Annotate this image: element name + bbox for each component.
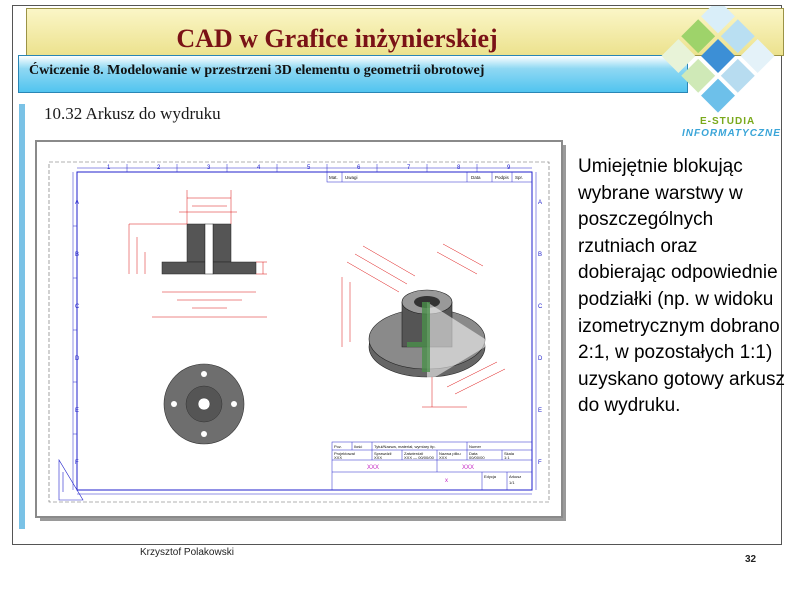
col-label: 9 <box>507 165 511 171</box>
col-label: 6 <box>357 165 361 171</box>
tb-label: Skala <box>504 451 515 456</box>
tb-value: 1/1 <box>509 480 515 485</box>
row-label: D <box>538 356 543 362</box>
col-label: 2 <box>157 165 161 171</box>
description-text: Umiejętnie blokując wybrane warstwy w poszczególnych rzutniach oraz dobierając odpowiednie podziałki (np. w widoku izometrycznym dobrano 2:1, w pozostałych 1:1) uzyskano gotowy arkusz do wydruku. <box>578 156 785 417</box>
logo-text-bottom: INFORMATYCZNE <box>682 128 781 139</box>
section-title: 10.32 Arkusz do wydruku <box>44 104 221 123</box>
tb-value: 1:1 <box>504 455 510 460</box>
col-label: 7 <box>407 165 411 171</box>
page-number: 32 <box>745 554 757 565</box>
tb-label: Nazwa pliku <box>439 451 461 456</box>
author-name: Krzysztof Polakowski <box>140 547 234 558</box>
row-label: C <box>538 304 543 310</box>
header-cell: Spr. <box>515 175 524 180</box>
technical-drawing <box>37 142 561 516</box>
tb-label: Projektował <box>334 451 355 456</box>
tb-label: Zatwierdził <box>404 451 424 456</box>
row-label: E <box>538 408 543 414</box>
row-label: F <box>75 460 79 466</box>
drawing-sheet <box>35 140 563 518</box>
tb-label: Data <box>469 451 478 456</box>
tb-value: XXX — 00/00/00 <box>404 455 434 460</box>
tb-header: Poz. <box>334 444 343 449</box>
accent-bar <box>19 104 25 529</box>
tb-value: XXX <box>374 455 383 460</box>
row-label: A <box>75 200 80 206</box>
header-cell: Uwagi <box>345 175 358 180</box>
tb-value: 00/00/00 <box>469 455 485 460</box>
header-cell: Mat. <box>329 175 338 180</box>
tb-label: Arkusz <box>509 474 522 479</box>
top-view <box>164 364 244 444</box>
row-label: D <box>75 356 80 362</box>
col-label: 1 <box>107 165 111 171</box>
row-label: F <box>538 460 542 466</box>
tb-header: Ilość <box>354 444 363 449</box>
tb-label: Sprawdził <box>374 451 392 456</box>
header-cell: Data <box>471 175 481 180</box>
logo-text-top: E-STUDIA <box>700 116 756 127</box>
tb-header: Numer <box>469 444 482 449</box>
row-label: E <box>75 408 80 414</box>
row-label: B <box>538 252 543 258</box>
tb-value: XXX <box>439 455 448 460</box>
tb-placeholder: XXX <box>367 465 380 471</box>
tb-placeholder: x <box>445 478 448 484</box>
col-label: 8 <box>457 165 461 171</box>
row-label: B <box>75 252 80 258</box>
col-label: 5 <box>307 165 311 171</box>
col-label: 4 <box>257 165 261 171</box>
slide-subtitle: Ćwiczenie 8. Modelowanie w przestrzeni 3D elementu o geometrii obrotowej <box>29 63 485 78</box>
tb-label: Edycja <box>484 474 497 479</box>
tb-placeholder: XXX <box>462 465 475 471</box>
col-label: 3 <box>207 165 211 171</box>
tb-value: XXX <box>334 455 343 460</box>
row-label: A <box>538 200 543 206</box>
tb-header: Tytuł/Nazwa, materiał, wymiary itp. <box>374 444 436 449</box>
header-cell: Podpis <box>495 175 509 180</box>
slide-title: CAD w Grafice inżynierskiej <box>176 24 498 53</box>
row-label: C <box>75 304 80 310</box>
subtitle-band <box>18 55 688 93</box>
